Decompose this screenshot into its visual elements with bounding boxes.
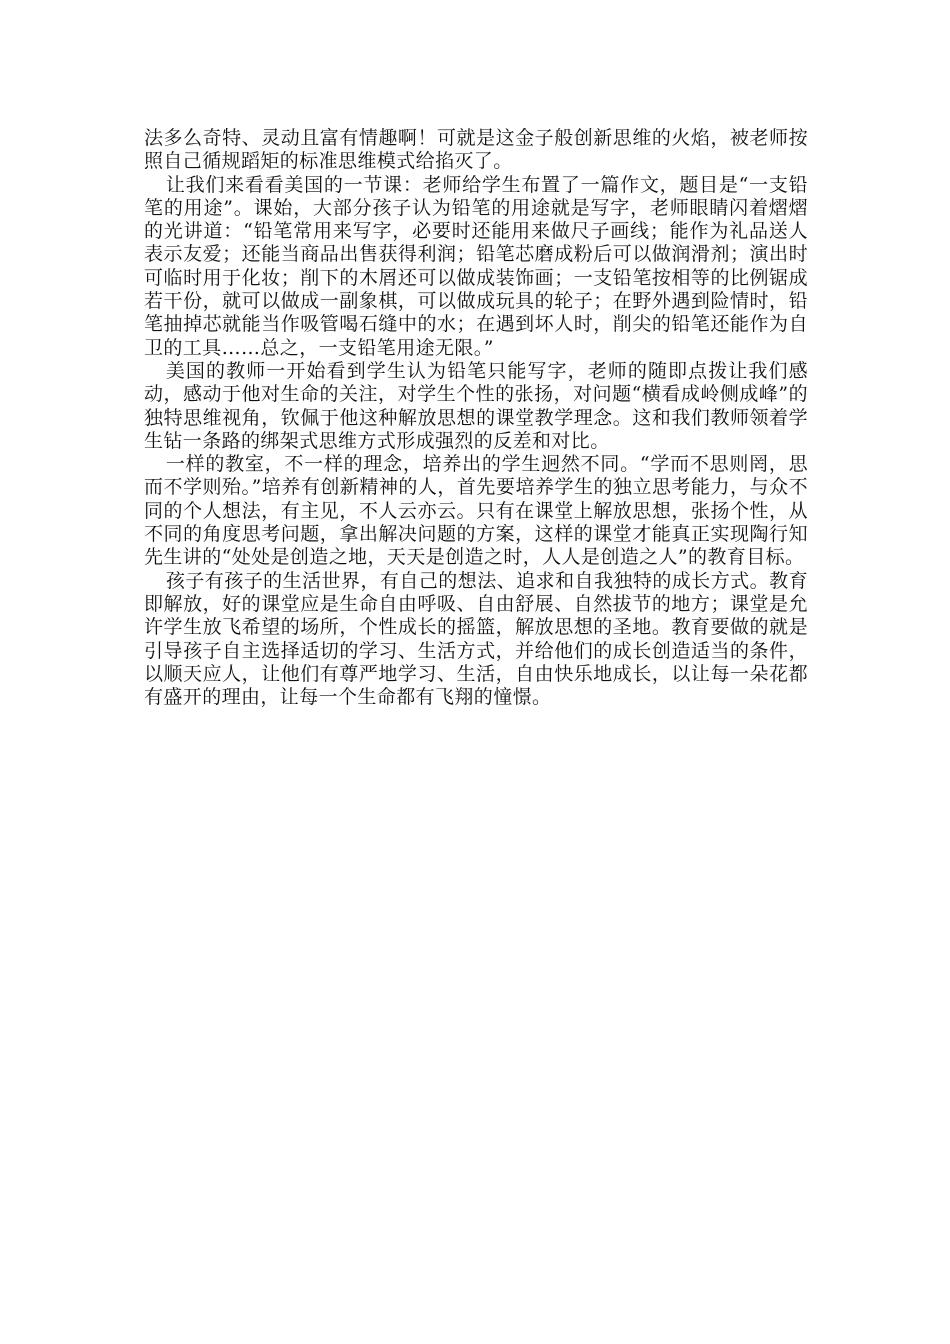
paragraph-pencil-lesson: 让我们来看看美国的一节课：老师给学生布置了一篇作文，题目是“一支铅笔的用途”。课始，大部分孩子认为铅笔的用途就是写字，老师眼睛闪着熠熠的光讲道：“铅笔常用来写字，必要时还能用来做尺子画线；能作为礼品送人表示友爱；还能当商品出售获得利润；铅笔芯磨成粉后可以做润滑剂；演出时可临时用于化妆；削下的木屑还可以做成装饰画；一支铅笔按相等的比例锯成若干份，就可以做成一副象棋，可以做成玩具的轮子；在野外遇到险情时，铅笔抽掉芯就能当作吸管喝石缝中的水；在遇到坏人时，削尖的铅笔还能作为自卫的工具……总之，一支铅笔用途无限。” — [144, 173, 808, 359]
paragraph-continued: 法多么奇特、灵动且富有情趣啊！可就是这金子般创新思维的火焰，被老师按照自己循规蹈矩的标准思维模式给掐灭了。 — [144, 127, 808, 173]
paragraph-independent-thinking: 一样的教室，不一样的理念，培养出的学生迥然不同。“学而不思则罔，思而不学则殆。”培养有创新精神的人，首先要培养学生的独立思考能力，与众不同的个人想法，有主见，不人云亦云。只有在课堂上解放思想，张扬个性，从不同的角度思考问题，拿出解决问题的方案，这样的课堂才能真正实现陶行知先生讲的“处处是创造之地，天天是创造之时，人人是创造之人”的教育目标。 — [144, 453, 808, 569]
paragraph-education-liberation: 孩子有孩子的生活世界，有自己的想法、追求和自我独特的成长方式。教育即解放，好的课堂应是生命自由呼吸、自由舒展、自然拔节的地方；课堂是允许学生放飞希望的场所，个性成长的摇篮，解放思想的圣地。教育要做的就是引导孩子自主选择适切的学习、生活方式，并给他们的成长创造适当的条件，以顺天应人，让他们有尊严地学习、生活，自由快乐地成长，以让每一朵花都有盛开的理由，让每一个生命都有飞翔的憧憬。 — [144, 569, 808, 709]
paragraph-teacher-reflection: 美国的教师一开始看到学生认为铅笔只能写字，老师的随即点拨让我们感动，感动于他对生命的关注，对学生个性的张扬，对问题“横看成岭侧成峰”的独特思维视角，钦佩于他这种解放思想的课堂教学理念。这和我们教师领着学生钻一条路的绑架式思维方式形成强烈的反差和对比。 — [144, 359, 808, 452]
document-body — [144, 127, 808, 709]
